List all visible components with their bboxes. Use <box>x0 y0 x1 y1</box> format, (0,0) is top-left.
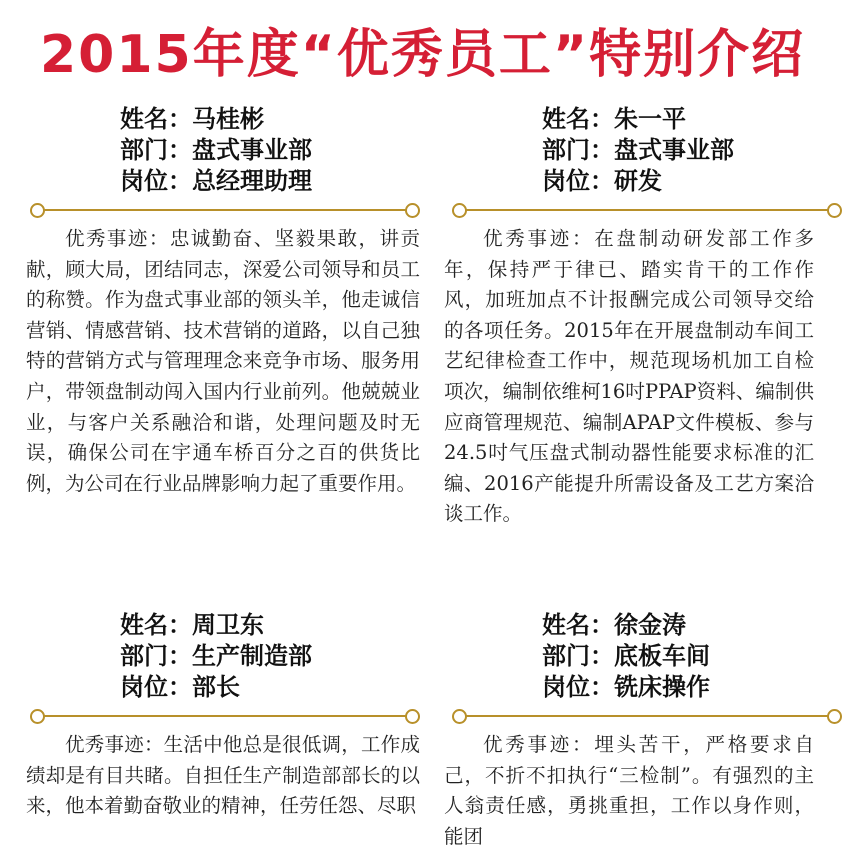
divider-line <box>40 715 410 717</box>
employee-department: 部门：生产制造部 <box>120 642 312 670</box>
divider-circle-left <box>30 203 45 218</box>
employee-info <box>120 610 420 703</box>
employee-card <box>444 610 842 852</box>
ornament-divider <box>452 706 842 724</box>
divider-circle-left <box>30 709 45 724</box>
employee-card <box>444 104 842 530</box>
divider-circle-right <box>827 709 842 724</box>
employee-position: 岗位：部长 <box>120 673 240 701</box>
ornament-divider <box>30 200 420 218</box>
ornament-divider <box>452 200 842 218</box>
employee-name: 姓名：朱一平 <box>542 105 686 133</box>
divider-line <box>462 209 832 211</box>
employee-story: 优秀事迹：忠诚勤奋、坚毅果敢，讲贡献，顾大局，团结同志，深爱公司领导和员工的称赞。作为盘式事业部的领头羊，他走诚信营销、情感营销、技术营销的道路，以自己独特的营销方式与管理理念来竞争市场、服务用户，带领盘制动闯入国内行业前列。他兢兢业业，与客户关系融洽和谐，处理问题及时无误，确保公司在宇通车桥百分之百的供货比例，为公司在行业品牌影响力起了重要作用。 <box>26 227 420 495</box>
page-title: 2015年度“优秀员工”特别介绍 <box>40 25 806 85</box>
divider-circle-left <box>452 203 467 218</box>
employee-info <box>120 104 420 197</box>
employee-name: 姓名：徐金涛 <box>542 611 686 639</box>
employee-department: 部门：盘式事业部 <box>120 136 312 164</box>
employee-card <box>26 610 420 822</box>
employee-position: 岗位：研发 <box>542 167 662 195</box>
employee-position: 岗位：铣床操作 <box>542 673 710 701</box>
employee-info <box>542 610 842 703</box>
divider-circle-right <box>405 709 420 724</box>
employee-department: 部门：底板车间 <box>542 642 710 670</box>
divider-circle-left <box>452 709 467 724</box>
employee-card <box>26 104 420 499</box>
divider-circle-right <box>405 203 420 218</box>
divider-line <box>40 209 410 211</box>
employee-story: 优秀事迹：生活中他总是很低调，工作成绩却是有目共睹。自担任生产制造部部长的以来，他本着勤奋敬业的精神，任劳任怨、尽职 <box>26 733 420 818</box>
employee-story: 优秀事迹：在盘制动研发部工作多年，保持严于律已、踏实肯干的工作作风，加班加点不计报酬完成公司领导交给的各项任务。2015年在开展盘制动车间工艺纪律检查工作中，规范现场机加工自检项次，编制依维柯16吋PPAP资料、编制供应商管理规范、编制APAP文件模板、参与24.5吋气压盘式制动器性能要求标准的汇编、2016产能提升所需设备及工艺方案洽谈工作。 <box>444 227 814 526</box>
ornament-divider <box>30 706 420 724</box>
employee-story: 优秀事迹：埋头苦干，严格要求自己，不折不扣执行“三检制”。有强烈的主人翁责任感，勇挑重担，工作以身作则，能团 <box>444 733 814 848</box>
employee-name: 姓名：马桂彬 <box>120 105 264 133</box>
employee-info <box>542 104 842 197</box>
employee-name: 姓名：周卫东 <box>120 611 264 639</box>
divider-circle-right <box>827 203 842 218</box>
employee-department: 部门：盘式事业部 <box>542 136 734 164</box>
employee-position: 岗位：总经理助理 <box>120 167 312 195</box>
divider-line <box>462 715 832 717</box>
